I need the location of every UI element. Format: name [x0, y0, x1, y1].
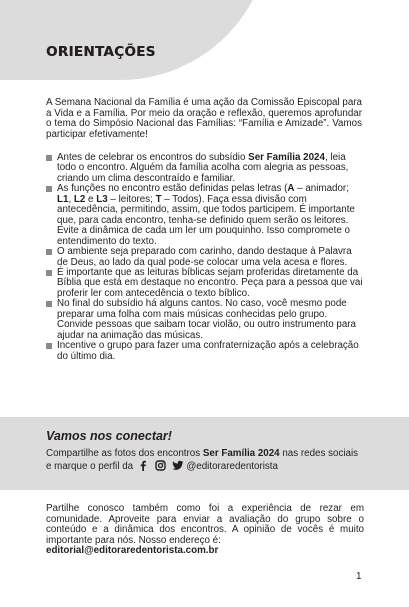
- closing-paragraph: Partilhe conosco também como foi a experiência de rezar em comunidade. Aproveite para enviar a avaliação do grupo sobre o conteúdo e a dinâmica dos encontros. A opinião de vocês é muito importante para nós. Nosso endereço é: editorial@editoraredentorista.com.br: [46, 503, 364, 557]
- social-handle[interactable]: @editoraredentorista: [186, 460, 278, 472]
- square-bullet-icon: [46, 270, 52, 276]
- square-bullet-icon: [46, 186, 52, 192]
- page-number: 1: [356, 571, 362, 582]
- square-bullet-icon: [46, 301, 52, 307]
- instagram-icon[interactable]: [155, 460, 166, 471]
- list-item: O ambiente seja preparado com carinho, dando destaque à Palavra de Deus, ao lado da qual pode-se colocar uma vela acesa e flores.: [46, 247, 364, 268]
- contact-email[interactable]: editorial@editoraredentorista.com.br: [46, 545, 219, 557]
- list-item: As funções no encontro estão definidas pelas letras (A – animador; L1, L2 e L3 – leitores; T – Todos). Faça essa divisão com antecedência, permitindo, assim, que todos participem. É importante que, para cada encontro, tenha-se definido quem serão os leitores. Evite a dinâmica de cada um ler um pouquinho. Isso compromete o entendimento do texto.: [46, 184, 364, 247]
- connect-title: Vamos nos conectar!: [46, 429, 172, 443]
- square-bullet-icon: [46, 155, 52, 161]
- twitter-icon[interactable]: [172, 460, 184, 471]
- list-item: É importante que as leituras bíblicas sejam proferidas diretamente da Bíblia que está em destaque no encontro. Peça para a pessoa que vai proferir ler com antecedência o texto bíblico.: [46, 268, 364, 299]
- list-item: No final do subsídio há alguns cantos. No caso, você mesmo pode preparar uma folha com mais músicas conhecidas pelo grupo. Convide pessoas que saibam tocar violão, ou outro instrumento para ajudar na animação das músicas.: [46, 299, 364, 341]
- connect-paragraph: Compartilhe as fotos dos encontros Ser Família 2024 nas redes sociais e marque o perfil da @editoraredentorista: [46, 448, 359, 472]
- list-item: Antes de celebrar os encontros do subsídio Ser Família 2024, leia todo o encontro. Alguém da família acolha com alegria as pessoas, criando um clima descontraído e familiar.: [46, 153, 364, 184]
- header-decor-shape: [0, 0, 270, 80]
- guidelines-list: [46, 153, 364, 362]
- list-item: Incentive o grupo para fazer uma confraternização após a celebração do último dia.: [46, 341, 364, 362]
- square-bullet-icon: [46, 343, 52, 349]
- facebook-icon[interactable]: [138, 460, 148, 471]
- page-title: ORIENTAÇÕES: [46, 44, 156, 60]
- square-bullet-icon: [46, 249, 52, 255]
- intro-paragraph: A Semana Nacional da Família é uma ação da Comissão Episcopal para a Vida e a Família. Por meio da oração e reflexão, queremos aprofundar o tema do Simpósio Nacional das Famílias: “Família e Amizade”. Vamos participar efetivamente!: [46, 97, 362, 140]
